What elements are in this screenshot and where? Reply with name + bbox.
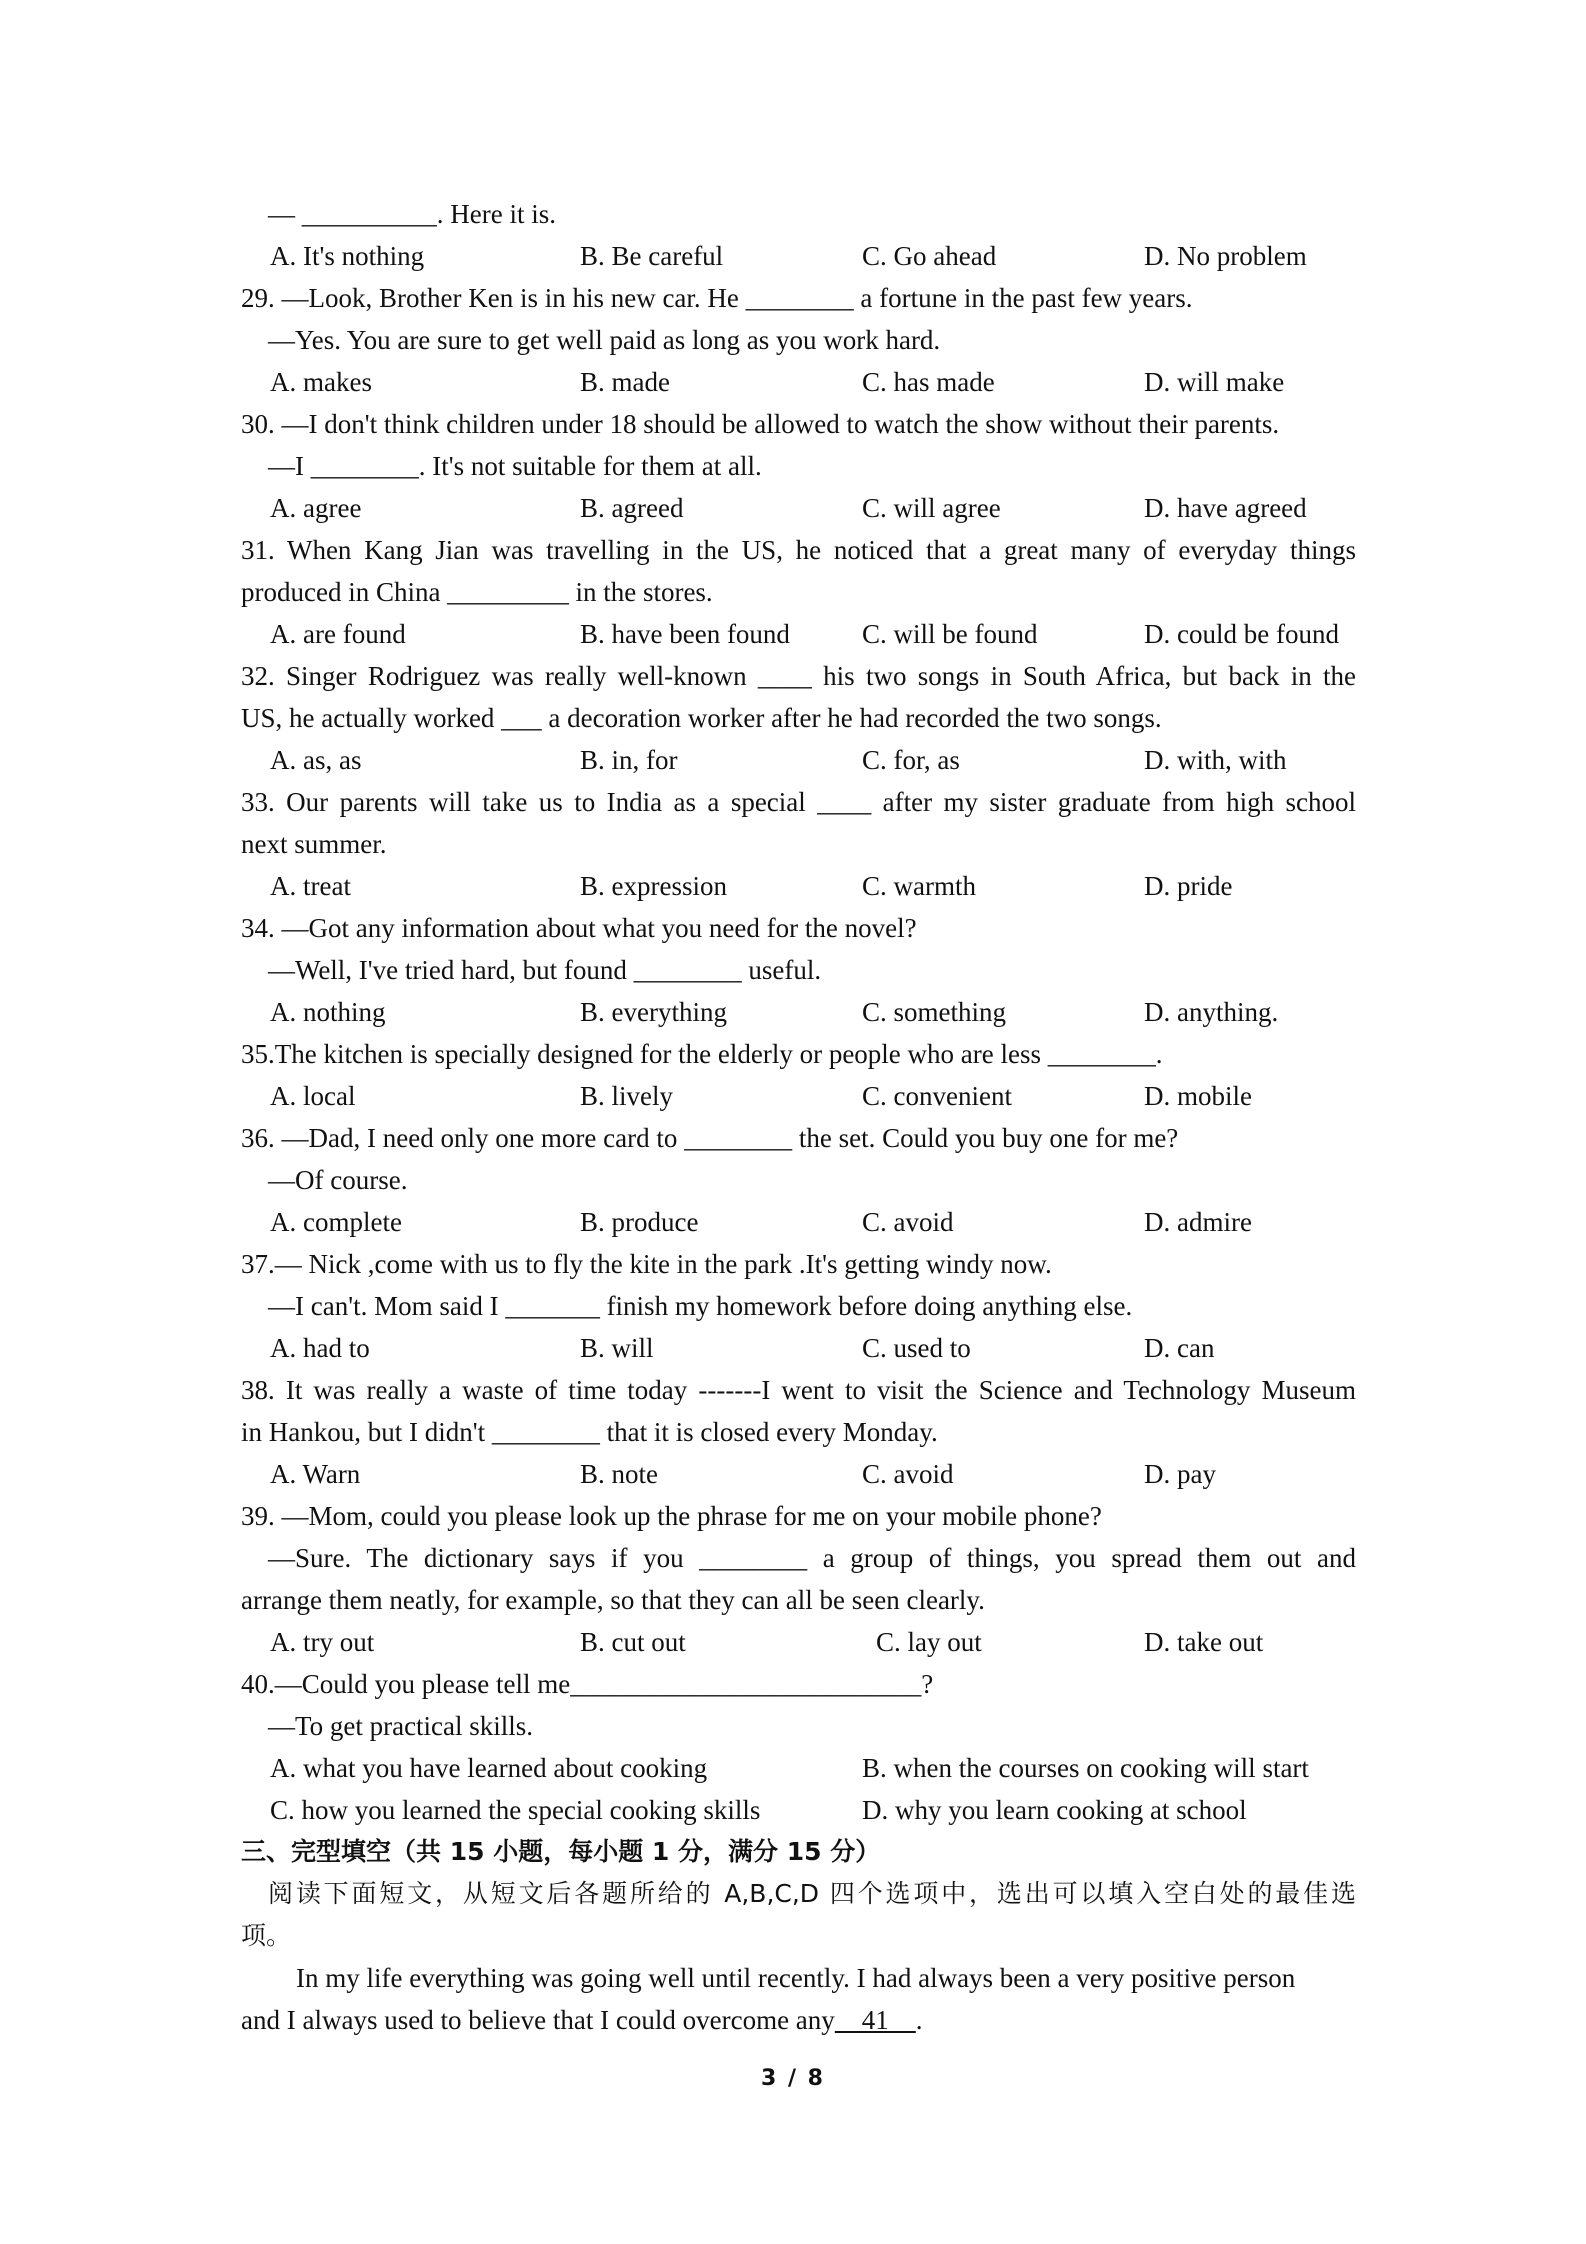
q29-stem-line2: —Yes. You are sure to get well paid as long as you work hard. (268, 325, 941, 355)
q28-option-d: D. No problem (1144, 241, 1307, 271)
q39-options (270, 1622, 1356, 1662)
q40-options-row2 (270, 1790, 1356, 1830)
q28-option-c: C. Go ahead (862, 241, 997, 271)
q33-option-b: B. expression (580, 871, 727, 901)
q39-option-c: C. lay out (876, 1627, 982, 1657)
q30-option-a: A. agree (270, 493, 362, 523)
q38-option-a: A. Warn (270, 1459, 361, 1489)
q35-stem-line1: 35.The kitchen is specially designed for the elderly or people who are less ________. (241, 1039, 1163, 1069)
q33-option-d: D. pride (1144, 871, 1233, 901)
q30-option-c: C. will agree (862, 493, 1001, 523)
q29-option-b: B. made (580, 367, 670, 397)
q38-options (270, 1454, 1356, 1494)
q34-stem-line1: 34. —Got any information about what you need for the novel? (241, 913, 917, 943)
q28-stem-line2: — __________. Here it is. (268, 199, 556, 229)
q34-option-c: C. something (862, 997, 1007, 1027)
q30-options (270, 488, 1356, 528)
q36-stem-line1: 36. —Dad, I need only one more card to ________ the set. Could you buy one for me? (241, 1123, 1179, 1153)
q36-option-c: C. avoid (862, 1207, 954, 1237)
q36-stem-line2: —Of course. (268, 1165, 408, 1195)
q40-options-row1 (270, 1748, 1356, 1788)
q33-option-c: C. warmth (862, 871, 976, 901)
q35-option-a: A. local (270, 1081, 356, 1111)
q39-stem-line3: arrange them neatly, for example, so that they can all be seen clearly. (241, 1585, 985, 1615)
q29-option-d: D. will make (1144, 367, 1285, 397)
q32-option-d: D. with, with (1144, 745, 1287, 775)
q29-options (270, 362, 1356, 402)
q32-options (270, 740, 1356, 780)
q31-option-c: C. will be found (862, 619, 1038, 649)
q34-option-b: B. everything (580, 997, 727, 1027)
q40-stem-line1: 40.—Could you please tell me__________________________? (241, 1669, 934, 1699)
q32-option-a: A. as, as (270, 745, 362, 775)
q31-option-d: D. could be found (1144, 619, 1339, 649)
q31-option-b: B. have been found (580, 619, 790, 649)
q40-stem-line2: —To get practical skills. (268, 1711, 534, 1741)
q35-option-b: B. lively (580, 1081, 673, 1111)
q39-option-a: A. try out (270, 1627, 375, 1657)
q33-options (270, 866, 1356, 906)
q38-option-b: B. note (580, 1459, 658, 1489)
q37-option-a: A. had to (270, 1333, 370, 1363)
passage-line2-end: . (915, 2005, 923, 2035)
q34-stem-line2: —Well, I've tried hard, but found ________ useful. (268, 955, 822, 985)
q29-option-c: C. has made (862, 367, 995, 397)
blank-41: 41 (834, 2005, 916, 2035)
q32-stem-line1: 32. Singer Rodriguez was really well-known ____ his two songs in South Africa, but back in the (241, 661, 1356, 691)
q39-option-b: B. cut out (580, 1627, 686, 1657)
q36-option-a: A. complete (270, 1207, 402, 1237)
q31-stem-line1: 31. When Kang Jian was travelling in the US, he noticed that a great many of everyday things (241, 535, 1356, 565)
q33-stem-line1: 33. Our parents will take us to India as a special ____ after my sister graduate from high school (241, 787, 1356, 817)
q37-stem-line2: —I can't. Mom said I _______ finish my homework before doing anything else. (268, 1291, 1133, 1321)
q30-option-d: D. have agreed (1144, 493, 1307, 523)
q29-option-a: A. makes (270, 367, 372, 397)
passage-line1: In my life everything was going well until recently. I had always been a very positive person (296, 1963, 1296, 1993)
q33-stem-line2: next summer. (241, 829, 387, 859)
q39-stem-line1: 39. —Mom, could you please look up the phrase for me on your mobile phone? (241, 1501, 1102, 1531)
section3-instruction-line2: 项。 (241, 1921, 292, 1950)
q28-option-b: B. Be careful (580, 241, 724, 271)
q35-option-c: C. convenient (862, 1081, 1012, 1111)
q31-stem-line2: produced in China _________ in the stores. (241, 577, 713, 607)
q38-option-c: C. avoid (862, 1459, 954, 1489)
q37-stem-line1: 37.— Nick ,come with us to fly the kite in the park .It's getting windy now. (241, 1249, 1052, 1279)
q36-option-b: B. produce (580, 1207, 699, 1237)
q40-option-b: B. when the courses on cooking will start (862, 1753, 1309, 1783)
q32-option-c: C. for, as (862, 745, 960, 775)
q35-option-d: D. mobile (1144, 1081, 1252, 1111)
q28-option-a: A. It's nothing (270, 241, 425, 271)
q29-stem-line1: 29. —Look, Brother Ken is in his new car. He ________ a fortune in the past few years. (241, 283, 1193, 313)
q40-option-d: D. why you learn cooking at school (862, 1795, 1247, 1825)
q34-options (270, 992, 1356, 1032)
q38-stem-line1: 38. It was really a waste of time today -------I went to visit the Science and Technology Museum (241, 1375, 1356, 1405)
q32-stem-line2: US, he actually worked ___ a decoration worker after he had recorded the two songs. (241, 703, 1162, 733)
section3-heading: 三、完型填空（共 15 小题，每小题 1 分，满分 15 分） (241, 1837, 881, 1866)
passage-line2 (241, 2000, 1356, 2040)
q38-stem-line2: in Hankou, but I didn't ________ that it is closed every Monday. (241, 1417, 938, 1447)
q34-option-d: D. anything. (1144, 997, 1279, 1027)
q37-option-d: D. can (1144, 1333, 1215, 1363)
q35-options (270, 1076, 1356, 1116)
q40-option-c: C. how you learned the special cooking skills (270, 1795, 761, 1825)
q36-option-d: D. admire (1144, 1207, 1252, 1237)
q39-stem-line2: —Sure. The dictionary says if you ________ a group of things, you spread them out and (268, 1543, 1356, 1573)
section3-instruction-line1: 阅读下面短文，从短文后各题所给的 A,B,C,D 四个选项中，选出可以填入空白处的最佳选 (268, 1879, 1356, 1908)
q39-option-d: D. take out (1144, 1627, 1264, 1657)
q32-option-b: B. in, for (580, 745, 678, 775)
q40-option-a: A. what you have learned about cooking (270, 1753, 708, 1783)
q31-options (270, 614, 1356, 654)
q33-option-a: A. treat (270, 871, 351, 901)
q30-stem-line2: —I ________. It's not suitable for them at all. (268, 451, 762, 481)
q34-option-a: A. nothing (270, 997, 386, 1027)
q30-option-b: B. agreed (580, 493, 684, 523)
q30-stem-line1: 30. —I don't think children under 18 should be allowed to watch the show without their parents. (241, 409, 1280, 439)
page-number: 3 / 8 (761, 2066, 825, 2091)
q28-options (270, 236, 1356, 276)
passage-line2-text: and I always used to believe that I could overcome any (241, 2005, 835, 2035)
q37-option-b: B. will (580, 1333, 654, 1363)
q37-options (270, 1328, 1356, 1368)
q31-option-a: A. are found (270, 619, 406, 649)
q36-options (270, 1202, 1356, 1242)
q37-option-c: C. used to (862, 1333, 971, 1363)
q38-option-d: D. pay (1144, 1459, 1216, 1489)
